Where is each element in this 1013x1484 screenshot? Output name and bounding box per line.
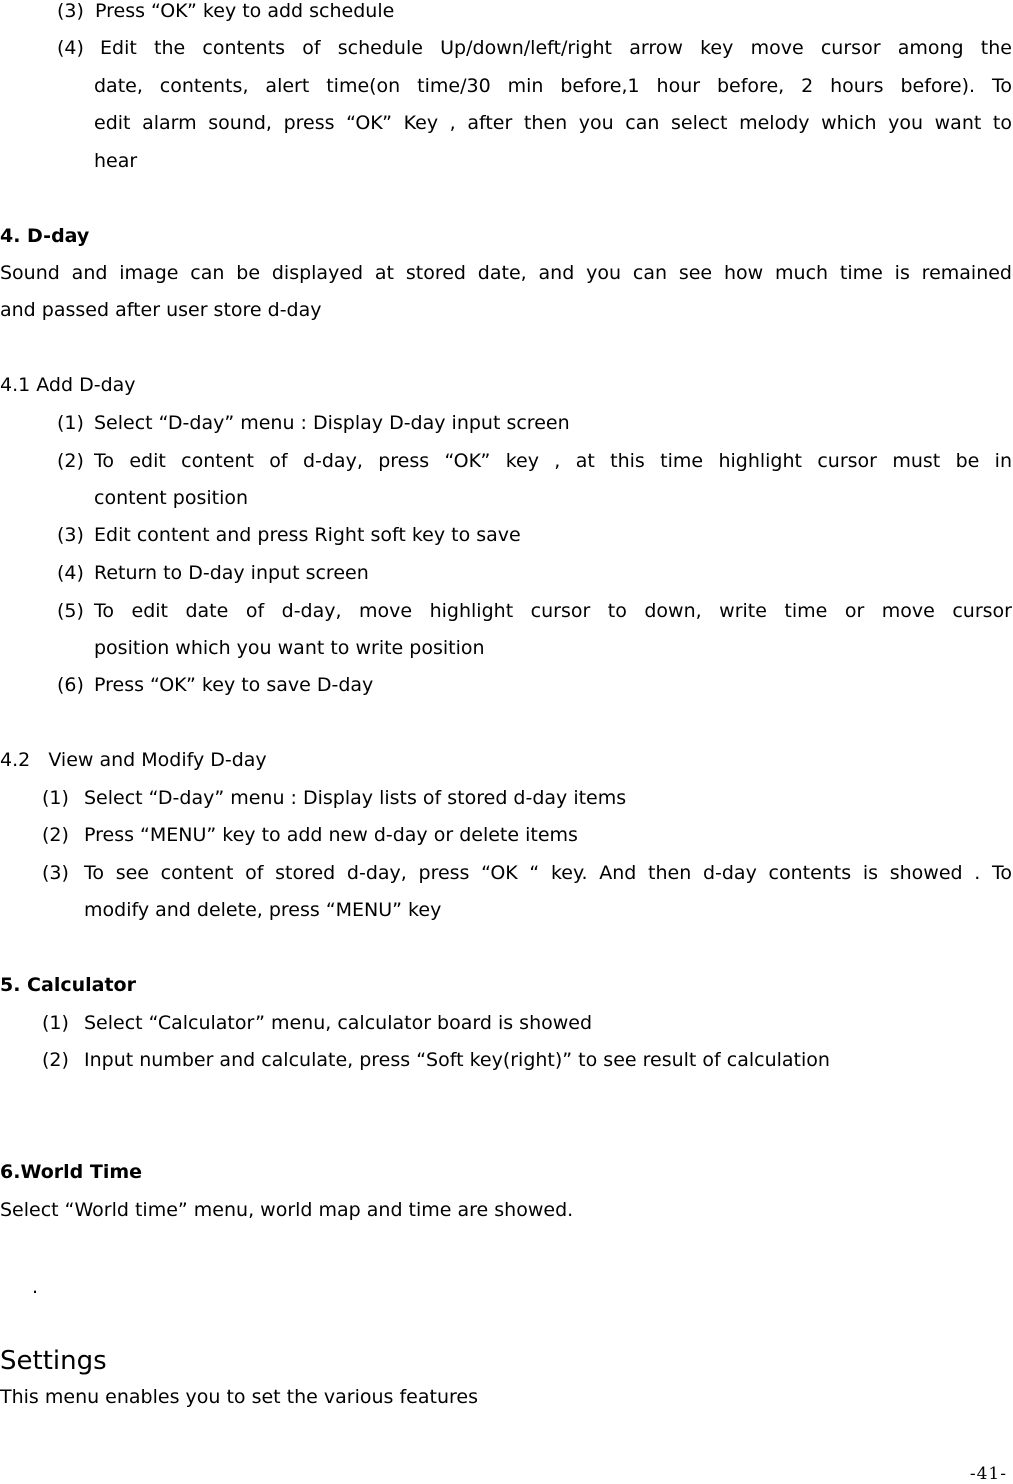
subsection-heading-add-dday: 4.1 Add D-day [0,374,136,396]
calculator-item-1-number: (1) [42,1012,69,1034]
schedule-item-4-line-2: date, contents, alert time(on time/30 min before,1 hour before, 2 hours before). To [94,75,1012,97]
schedule-item-4-line-3: edit alarm sound, press “OK” Key , after then you can select melody which you want to [94,112,1012,134]
add-dday-item-5-number: (5) [57,600,84,622]
calculator-item-1-text: Select “Calculator” menu, calculator board is showed [84,1012,593,1034]
schedule-item-4-line-1: Edit the contents of schedule Up/down/left/right arrow key move cursor among the [100,37,1012,59]
view-dday-item-1-number: (1) [42,787,69,809]
view-dday-item-3-line-1: To see content of stored d-day, press “OK “ key. And then d-day contents is showed . To [84,862,1012,884]
add-dday-item-2-line-1: To edit content of d-day, press “OK” key , at this time highlight cursor must be in [94,450,1012,472]
schedule-item-3-number: (3) [57,0,84,22]
add-dday-item-4-text: Return to D-day input screen [94,562,369,584]
add-dday-item-6-text: Press “OK” key to save D-day [94,674,374,696]
section-heading-settings: Settings [0,1346,107,1376]
add-dday-item-2-line-2: content position [94,487,249,509]
view-dday-item-2-number: (2) [42,824,69,846]
view-dday-item-2-text: Press “MENU” key to add new d-day or delete items [84,824,578,846]
add-dday-item-3-number: (3) [57,524,84,546]
schedule-item-4-line-4: hear [94,150,138,172]
subsection-heading-view-dday: 4.2 View and Modify D-day [0,749,267,771]
section-heading-dday: 4. D-day [0,225,90,247]
schedule-item-3-text: Press “OK” key to add schedule [95,0,395,22]
view-dday-item-3-number: (3) [42,862,69,884]
add-dday-item-3-text: Edit content and press Right soft key to save [94,524,521,546]
add-dday-item-6-number: (6) [57,674,84,696]
section-heading-calculator: 5. Calculator [0,974,136,996]
add-dday-item-1-number: (1) [57,412,84,434]
view-dday-item-1-text: Select “D-day” menu : Display lists of stored d-day items [84,787,627,809]
dday-intro-line-1: Sound and image can be displayed at stored date, and you can see how much time is remained [0,262,1012,284]
settings-text: This menu enables you to set the various features [0,1386,478,1408]
calculator-item-2-text: Input number and calculate, press “Soft key(right)” to see result of calculation [84,1049,830,1071]
schedule-item-4-number: (4) [57,37,84,59]
add-dday-item-5-line-2: position which you want to write position [94,637,485,659]
view-dday-item-3-line-2: modify and delete, press “MENU” key [84,899,442,921]
section-heading-world-time: 6.World Time [0,1161,143,1183]
world-time-text: Select “World time” menu, world map and time are showed. [0,1199,574,1221]
stray-dot: . [32,1276,39,1298]
calculator-item-2-number: (2) [42,1049,69,1071]
add-dday-item-4-number: (4) [57,562,84,584]
add-dday-item-2-number: (2) [57,450,84,472]
add-dday-item-5-line-1: To edit date of d-day, move highlight cursor to down, write time or move cursor [94,600,1012,622]
add-dday-item-1-text: Select “D-day” menu : Display D-day input screen [94,412,570,434]
dday-intro-line-2: and passed after user store d-day [0,299,322,321]
page-number: -41- [969,1464,1007,1484]
